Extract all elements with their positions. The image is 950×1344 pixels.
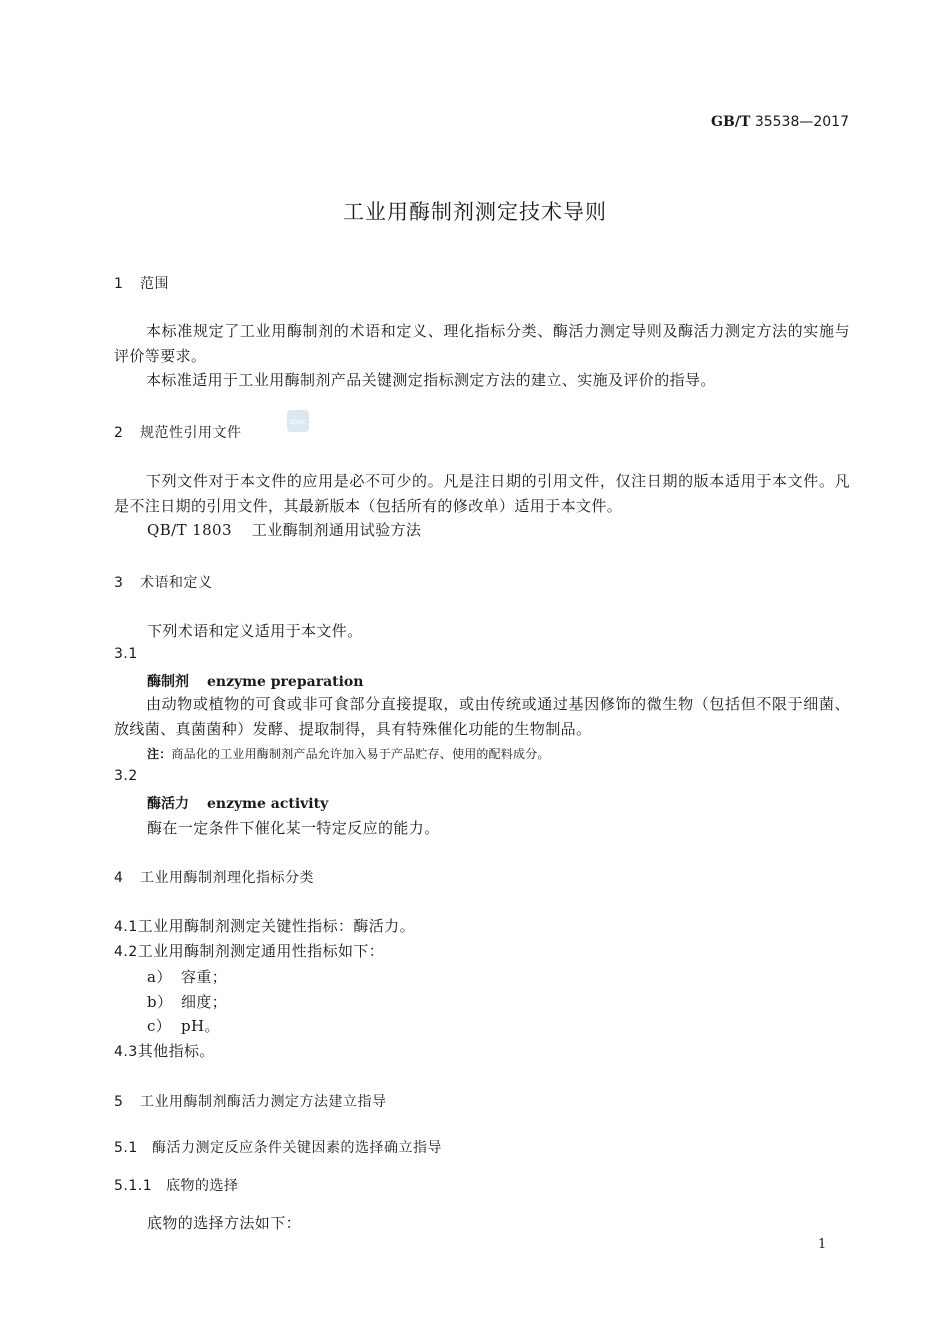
normative-reference: QB/T 1803 工业酶制剂通用试验方法	[147, 521, 422, 539]
standard-number: GB/T 35538—2017	[711, 114, 849, 130]
term-3-1-number: 3.1	[114, 646, 138, 662]
section-1-heading: 1 范围	[114, 276, 169, 292]
section-5-heading: 5 工业用酶制剂酶活力测定方法建立指导	[114, 1094, 387, 1110]
list-item: c） pH。	[147, 1017, 220, 1035]
item-4-1: 4.1工业用酶制剂测定关键性指标：酶活力。	[114, 917, 415, 935]
term-3-2-number: 3.2	[114, 768, 138, 784]
section-5-1-heading: 5.1 酶活力测定反应条件关键因素的选择确立指导	[114, 1140, 442, 1156]
section-4-heading: 4 工业用酶制剂理化指标分类	[114, 870, 314, 886]
section-5-1-1-heading: 5.1.1 底物的选择	[114, 1178, 239, 1194]
term-3-2-definition: 酶在一定条件下催化某一特定反应的能力。	[147, 819, 440, 837]
page-number: 1	[818, 1237, 827, 1252]
section-5-1-1-para: 底物的选择方法如下：	[147, 1214, 302, 1232]
term-3-1-name: 酶制剂 enzyme preparation	[147, 674, 364, 690]
term-3-1-definition: 由动物或植物的可食或非可食部分直接提取，或由传统或通过基因修饰的微生物（包括但不限于细菌、放线菌、真菌菌种）发酵、提取制得，具有特殊催化功能的生物制品。	[114, 695, 850, 738]
section-1-para-2: 本标准适用于工业用酶制剂产品关键测定指标测定方法的建立、实施及评价的指导。	[146, 371, 716, 389]
item-4-2: 4.2工业用酶制剂测定通用性指标如下：	[114, 942, 385, 960]
sdac-logo-text: SDAC	[288, 418, 308, 426]
sdac-logo-icon	[286, 409, 310, 433]
document-title: 工业用酶制剂测定技术导则	[343, 200, 607, 224]
section-3-heading: 3 术语和定义	[114, 575, 213, 591]
list-item: b） 细度；	[147, 993, 228, 1011]
list-item: a） 容重；	[147, 968, 228, 986]
term-3-2-name: 酶活力 enzyme activity	[147, 796, 329, 812]
section-2-heading: 2 规范性引用文件	[114, 425, 242, 441]
section-3-intro: 下列术语和定义适用于本文件。	[147, 622, 363, 640]
item-4-3: 4.3其他指标。	[114, 1042, 215, 1060]
section-1-para-1: 本标准规定了工业用酶制剂的术语和定义、理化指标分类、酶活力测定导则及酶活力测定方法的实施与评价等要求。	[114, 322, 850, 365]
term-3-1-note: 注：商品化的工业用酶制剂产品允许加入易于产品贮存、使用的配料成分。	[147, 747, 550, 761]
section-2-para-1: 下列文件对于本文件的应用是必不可少的。凡是注日期的引用文件，仅注日期的版本适用于本文件。凡是不注日期的引用文件，其最新版本（包括所有的修改单）适用于本文件。	[114, 472, 850, 515]
